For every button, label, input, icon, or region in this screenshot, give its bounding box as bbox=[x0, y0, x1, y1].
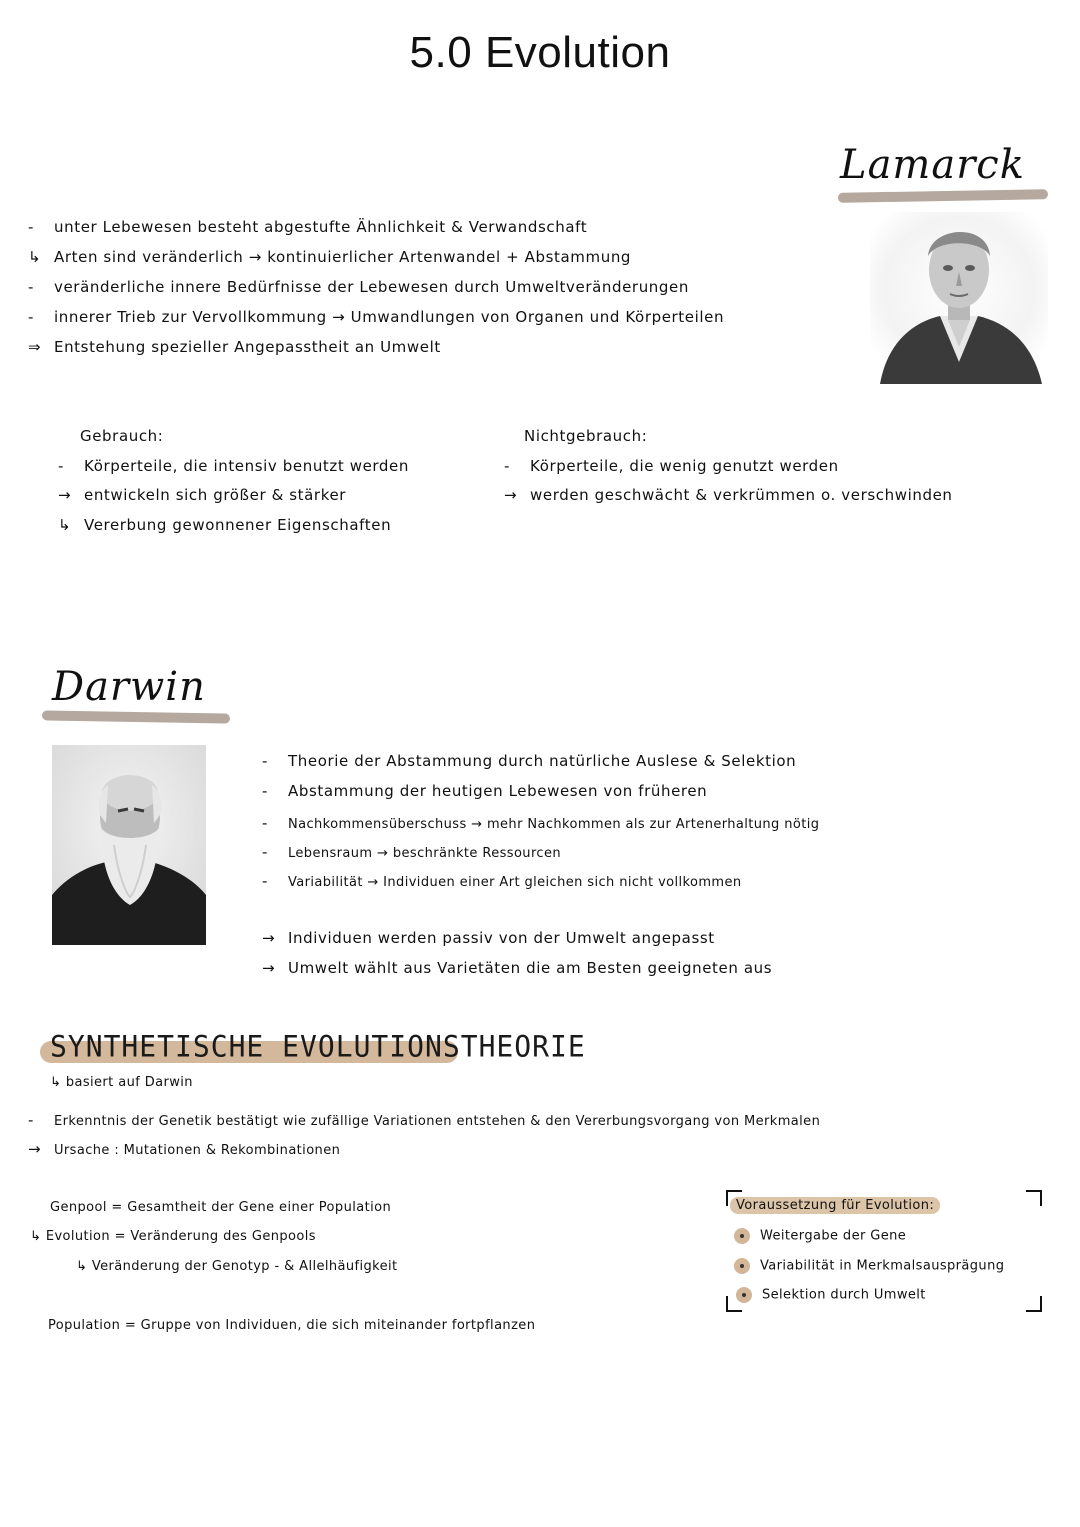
box-item-text: Variabilität in Merkmalsausprägung bbox=[760, 1258, 1005, 1274]
darwin-conclusion-text: Umwelt wählt aus Varietäten die am Besten geeigneten aus bbox=[288, 959, 773, 977]
box-corner-bottom-right bbox=[1026, 1296, 1042, 1312]
darwin-line-3 bbox=[262, 814, 819, 832]
lamarck-line-text: innerer Trieb zur Vervollkommung → Umwandlungen von Organen und Körperteilen bbox=[54, 308, 725, 326]
nichtgebrauch-heading: Nichtgebrauch: bbox=[524, 427, 648, 445]
nichtgebrauch-line-text: werden geschwächt & verkrümmen o. verschwinden bbox=[530, 486, 953, 504]
box-item-3 bbox=[736, 1287, 926, 1303]
bullet: - bbox=[58, 457, 65, 475]
box-item-text: Selektion durch Umwelt bbox=[762, 1287, 926, 1303]
lamarck-line-text: veränderliche innere Bedürfnisse der Lebewesen durch Umweltveränderungen bbox=[54, 278, 689, 296]
bullet: → bbox=[504, 486, 518, 504]
synth-line-1 bbox=[28, 1111, 820, 1129]
bullet-dot-icon bbox=[734, 1228, 750, 1244]
bullet-dot-icon bbox=[734, 1258, 750, 1274]
darwin-line-1 bbox=[262, 752, 796, 770]
page-title: 5.0 Evolution bbox=[409, 28, 671, 77]
gebrauch-line-text: Vererbung gewonnener Eigenschaften bbox=[84, 516, 392, 534]
genpool-definition: Genpool = Gesamtheit der Gene einer Population bbox=[50, 1200, 392, 1215]
bullet: - bbox=[262, 814, 268, 832]
darwin-line-2 bbox=[262, 782, 707, 800]
gebrauch-line-1 bbox=[58, 457, 409, 475]
bullet: - bbox=[28, 1111, 34, 1129]
darwin-line-4 bbox=[262, 843, 561, 861]
bullet: - bbox=[262, 872, 268, 890]
lamarck-line-text: Arten sind veränderlich → kontinuierlicher Artenwandel + Abstammung bbox=[54, 248, 632, 266]
gebrauch-line-2 bbox=[58, 486, 346, 504]
darwin-line-text: Theorie der Abstammung durch natürliche Auslese & Selektion bbox=[288, 752, 797, 770]
synth-line-2 bbox=[28, 1140, 340, 1158]
synth-heading: SYNTHETISCHE EVOLUTIONSTHEORIE bbox=[50, 1029, 586, 1064]
box-item-text: Weitergabe der Gene bbox=[760, 1228, 907, 1244]
lamarck-portrait bbox=[870, 212, 1048, 384]
darwin-line-text: Variabilität → Individuen einer Art gleichen sich nicht vollkommen bbox=[288, 875, 742, 890]
lamarck-line-1 bbox=[28, 218, 587, 236]
lamarck-heading-underline bbox=[838, 189, 1048, 203]
gebrauch-line-text: Körperteile, die intensiv benutzt werden bbox=[84, 457, 409, 475]
lamarck-line-3 bbox=[28, 278, 689, 296]
genotype-change: ↳ Veränderung der Genotyp - & Allelhäufigkeit bbox=[76, 1259, 398, 1274]
box-item-2 bbox=[734, 1258, 1004, 1274]
population-definition: Population = Gruppe von Individuen, die sich miteinander fortpflanzen bbox=[48, 1318, 536, 1333]
nichtgebrauch-line-1 bbox=[504, 457, 839, 475]
darwin-conclusion-1 bbox=[262, 929, 715, 947]
darwin-heading-underline bbox=[42, 710, 230, 723]
bullet: → bbox=[262, 959, 276, 977]
lamarck-heading: Lamarck bbox=[840, 142, 1025, 188]
bullet: → bbox=[58, 486, 72, 504]
evolution-definition: ↳ Evolution = Veränderung des Genpools bbox=[30, 1229, 316, 1244]
nichtgebrauch-line-text: Körperteile, die wenig genutzt werden bbox=[530, 457, 839, 475]
darwin-heading: Darwin bbox=[52, 664, 206, 710]
box-item-1 bbox=[734, 1228, 906, 1244]
darwin-line-text: Nachkommensüberschuss → mehr Nachkommen als zur Artenerhaltung nötig bbox=[288, 817, 820, 832]
box-heading bbox=[730, 1198, 940, 1213]
bullet: - bbox=[28, 218, 35, 236]
bullet: → bbox=[262, 929, 276, 947]
lamarck-line-text: unter Lebewesen besteht abgestufte Ähnlichkeit & Verwandschaft bbox=[54, 218, 588, 236]
lamarck-line-text: Entstehung spezieller Angepasstheit an Umwelt bbox=[54, 338, 441, 356]
bullet: - bbox=[504, 457, 511, 475]
bullet: → bbox=[28, 1140, 41, 1158]
darwin-line-text: Abstammung der heutigen Lebewesen von früheren bbox=[288, 782, 708, 800]
synth-subheading: ↳ basiert auf Darwin bbox=[50, 1075, 193, 1090]
darwin-line-text: Lebensraum → beschränkte Ressourcen bbox=[288, 846, 561, 861]
bullet-dot-icon bbox=[736, 1287, 752, 1303]
lamarck-line-4 bbox=[28, 308, 724, 326]
darwin-portrait bbox=[52, 745, 206, 945]
darwin-conclusion-2 bbox=[262, 959, 772, 977]
synth-line-text: Erkenntnis der Genetik bestätigt wie zufällige Variationen entstehen & den Vererbungsvorgang von Merkmalen bbox=[54, 1114, 821, 1129]
lamarck-line-2 bbox=[28, 248, 631, 266]
synth-line-text: Ursache : Mutationen & Rekombinationen bbox=[54, 1143, 341, 1158]
bullet: ⇒ bbox=[28, 338, 42, 356]
box-heading-text: Voraussetzung für Evolution: bbox=[730, 1197, 940, 1214]
bullet: - bbox=[262, 782, 269, 800]
box-corner-top-right bbox=[1026, 1190, 1042, 1206]
darwin-line-5 bbox=[262, 872, 742, 890]
gebrauch-heading: Gebrauch: bbox=[80, 427, 164, 445]
gebrauch-line-text: entwickeln sich größer & stärker bbox=[84, 486, 347, 504]
bullet: - bbox=[262, 752, 269, 770]
gebrauch-line-3 bbox=[58, 516, 391, 534]
darwin-conclusion-text: Individuen werden passiv von der Umwelt angepasst bbox=[288, 929, 715, 947]
bullet: - bbox=[28, 278, 35, 296]
bullet: - bbox=[262, 843, 268, 861]
nichtgebrauch-line-2 bbox=[504, 486, 953, 504]
bullet: - bbox=[28, 308, 35, 326]
bullet: ↳ bbox=[28, 248, 42, 266]
bullet: ↳ bbox=[58, 516, 72, 534]
lamarck-line-5 bbox=[28, 338, 441, 356]
